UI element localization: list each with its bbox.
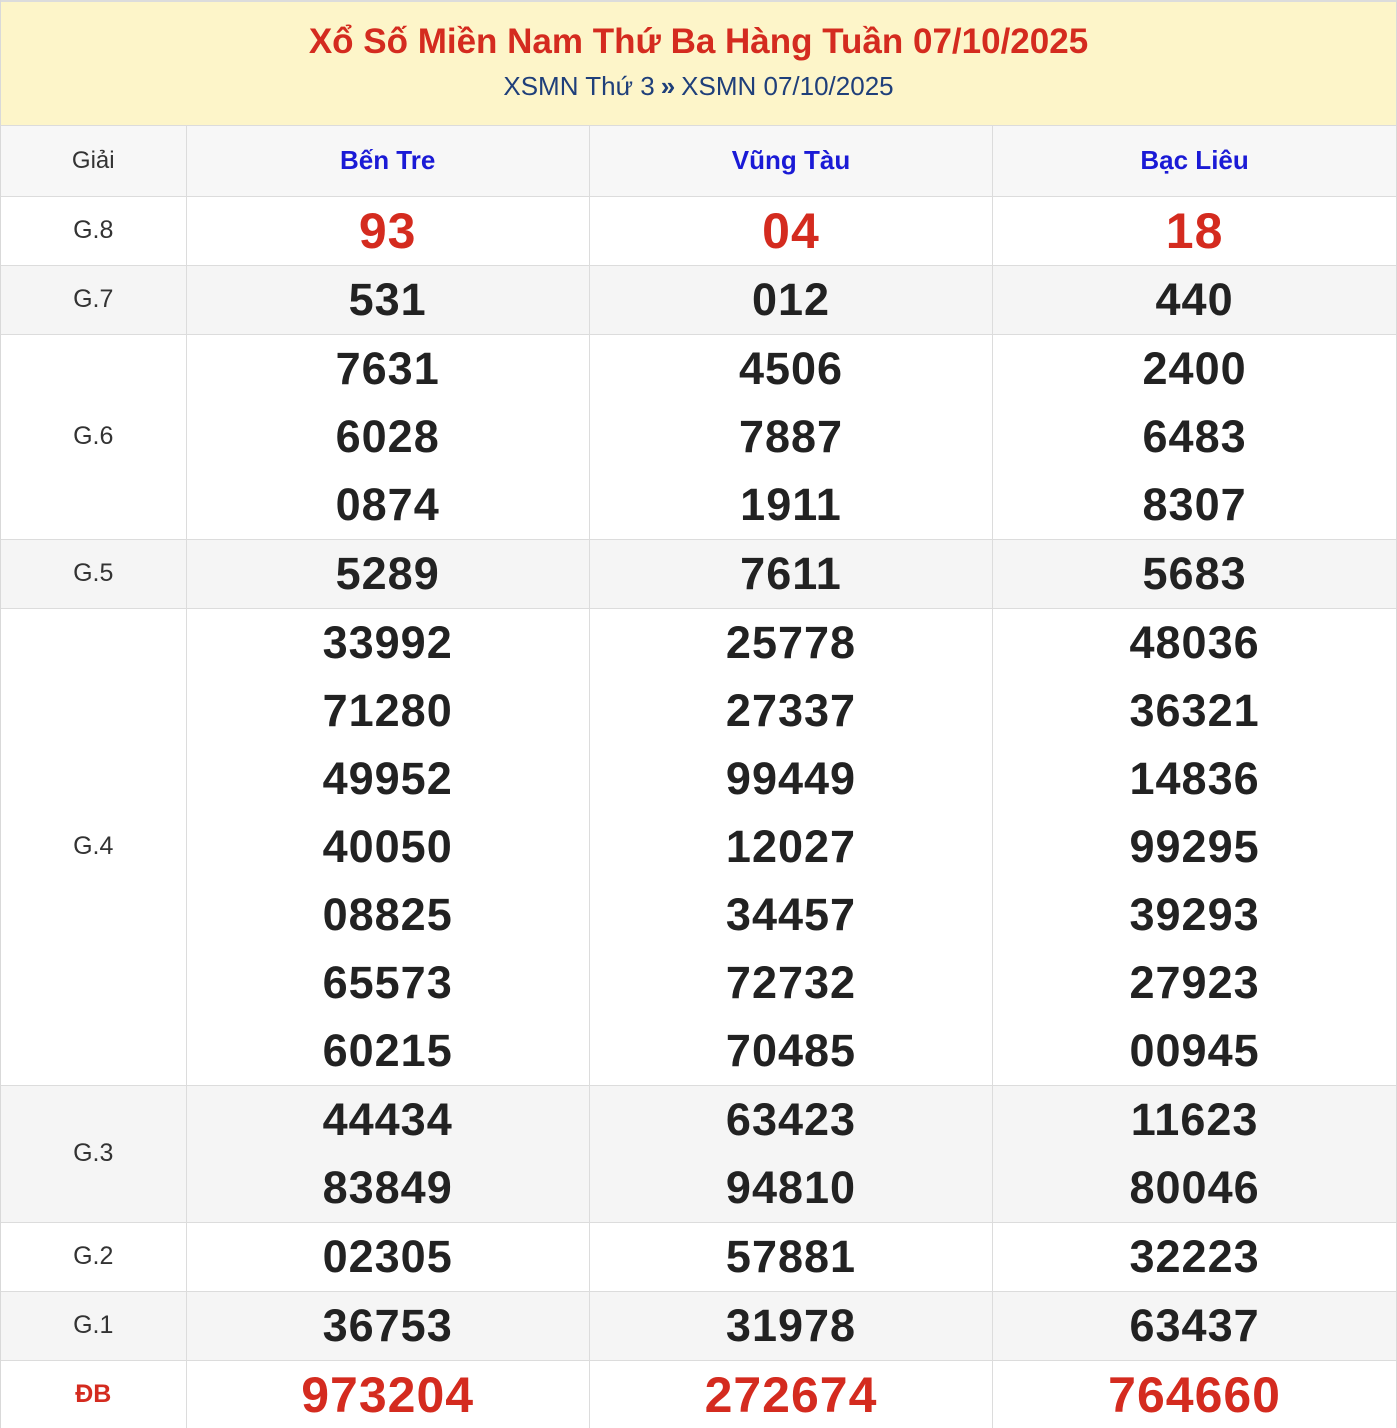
- prize-number: 94810: [725, 1161, 857, 1213]
- prize-number: 531: [348, 273, 427, 325]
- prize-cell: [589, 196, 992, 265]
- prize-number: 27923: [1129, 956, 1260, 1008]
- prize-number: 49952: [322, 752, 453, 804]
- prize-number: 4506: [738, 342, 844, 394]
- prize-number: 83849: [322, 1161, 453, 1213]
- prize-number: 7611: [740, 547, 842, 599]
- prize-label: [1, 196, 186, 265]
- prize-number: 5289: [335, 547, 440, 599]
- prize-cell: [993, 1085, 1396, 1222]
- prize-number: 272674: [704, 1366, 878, 1423]
- prize-cell: [186, 608, 589, 1085]
- prize-number: 14836: [1129, 752, 1260, 804]
- prize-cell: [186, 1360, 589, 1428]
- prize-number: 80046: [1129, 1161, 1260, 1213]
- prize-cell: [589, 1360, 992, 1428]
- province-header-vung-tau[interactable]: Vũng Tàu: [589, 126, 992, 196]
- prize-number: 0874: [335, 478, 440, 530]
- prize-cell: [993, 1291, 1396, 1360]
- prize-row-db: [1, 1360, 1396, 1428]
- prize-number: 40050: [322, 820, 453, 872]
- prize-row-g5: [1, 539, 1396, 608]
- prize-cell: [993, 1360, 1396, 1428]
- province-header-ben-tre[interactable]: Bến Tre: [186, 126, 589, 196]
- prize-label: [1, 334, 186, 539]
- prize-number: 18: [1165, 202, 1224, 259]
- prize-number: 70485: [725, 1024, 857, 1076]
- prize-number: 71280: [322, 684, 453, 736]
- prize-number: 60215: [322, 1024, 453, 1076]
- prize-cell: [186, 196, 589, 265]
- prize-cell: [993, 608, 1396, 1085]
- breadcrumb: [1, 70, 1396, 102]
- prize-cell: [589, 334, 992, 539]
- prize-number: 440: [1155, 273, 1234, 325]
- prize-cell: [186, 265, 589, 334]
- breadcrumb-link-date[interactable]: XSMN 07/10/2025: [681, 71, 894, 101]
- results-header: [1, 0, 1396, 126]
- prize-number: 5683: [1142, 547, 1247, 599]
- prize-label-text: G.7: [73, 285, 114, 313]
- prize-cell: [186, 1291, 589, 1360]
- prize-cell: [993, 196, 1396, 265]
- prize-number: 6028: [335, 410, 440, 462]
- prize-label: [1, 1222, 186, 1291]
- prize-column-header: Giải: [1, 126, 186, 196]
- prize-number: 973204: [301, 1366, 475, 1423]
- prize-number: 02305: [322, 1230, 453, 1282]
- prize-number: 57881: [725, 1230, 857, 1282]
- prize-cell: [186, 1222, 589, 1291]
- prize-cell: [186, 334, 589, 539]
- prize-cell: [589, 539, 992, 608]
- prize-number: 27337: [725, 684, 857, 736]
- prize-number: 65573: [322, 956, 453, 1008]
- prize-number: 7887: [738, 410, 844, 462]
- prize-label-text: G.5: [73, 559, 114, 587]
- prize-label: [1, 265, 186, 334]
- prize-number: 8307: [1142, 478, 1247, 530]
- prize-number: 7631: [335, 342, 440, 394]
- prize-number: 34457: [725, 888, 857, 940]
- prize-label-text: G.1: [73, 1311, 114, 1339]
- prize-label: [1, 608, 186, 1085]
- prize-row-g4: [1, 608, 1396, 1085]
- prize-number: 48036: [1129, 616, 1260, 668]
- prize-label: [1, 1291, 186, 1360]
- prize-number: 12027: [725, 820, 857, 872]
- prize-label-text: G.4: [73, 832, 114, 860]
- prize-cell: [589, 1222, 992, 1291]
- prize-number: 11623: [1130, 1093, 1259, 1145]
- prize-number: 72732: [725, 956, 857, 1008]
- prize-label-text: G.6: [73, 422, 114, 450]
- prize-cell: [993, 1222, 1396, 1291]
- prize-number: 08825: [322, 888, 453, 940]
- prize-cell: [589, 265, 992, 334]
- prize-label-text: G.8: [73, 216, 114, 244]
- prize-cell: [993, 539, 1396, 608]
- prize-row-g3: [1, 1085, 1396, 1222]
- prize-number: 04: [762, 202, 820, 259]
- prize-number: 63423: [725, 1093, 857, 1145]
- breadcrumb-separator: »: [660, 71, 676, 101]
- prize-cell: [589, 608, 992, 1085]
- table-header-row: [1, 126, 1396, 196]
- prize-number: 31978: [725, 1299, 857, 1351]
- prize-row-g2: [1, 1222, 1396, 1291]
- prize-number: 33992: [322, 616, 453, 668]
- prize-row-g7: [1, 265, 1396, 334]
- province-header-bac-lieu[interactable]: Bạc Liêu: [993, 126, 1396, 196]
- prize-number: 1911: [740, 478, 842, 530]
- prize-label: [1, 1360, 186, 1428]
- results-table: [1, 126, 1396, 1428]
- prize-label-text: ĐB: [75, 1380, 112, 1408]
- prize-cell: [993, 334, 1396, 539]
- prize-cell: [186, 1085, 589, 1222]
- prize-number: 32223: [1129, 1230, 1260, 1282]
- prize-number: 99295: [1129, 820, 1260, 872]
- prize-label: [1, 1085, 186, 1222]
- prize-number: 764660: [1108, 1366, 1281, 1423]
- prize-number: 6483: [1142, 410, 1247, 462]
- prize-row-g1: [1, 1291, 1396, 1360]
- prize-number: 36753: [322, 1299, 453, 1351]
- prize-number: 63437: [1129, 1299, 1260, 1351]
- prize-label-text: G.2: [73, 1242, 114, 1270]
- prize-cell: [993, 265, 1396, 334]
- prize-number: 00945: [1129, 1024, 1260, 1076]
- prize-row-g8: [1, 196, 1396, 265]
- prize-number: 39293: [1129, 888, 1260, 940]
- prize-label: [1, 539, 186, 608]
- prize-label-text: G.3: [73, 1139, 114, 1167]
- prize-row-g6: [1, 334, 1396, 539]
- prize-cell: [186, 539, 589, 608]
- prize-number: 2400: [1142, 342, 1247, 394]
- prize-number: 012: [751, 273, 831, 325]
- page-title: Xổ Số Miền Nam Thứ Ba Hàng Tuần 07/10/2025: [308, 22, 1089, 61]
- prize-number: 99449: [725, 752, 857, 804]
- prize-number: 25778: [725, 616, 857, 668]
- prize-number: 93: [358, 202, 417, 259]
- prize-cell: [589, 1291, 992, 1360]
- prize-number: 44434: [322, 1093, 453, 1145]
- breadcrumb-link-weekday[interactable]: XSMN Thứ 3: [503, 71, 655, 101]
- prize-cell: [589, 1085, 992, 1222]
- prize-number: 36321: [1129, 684, 1260, 736]
